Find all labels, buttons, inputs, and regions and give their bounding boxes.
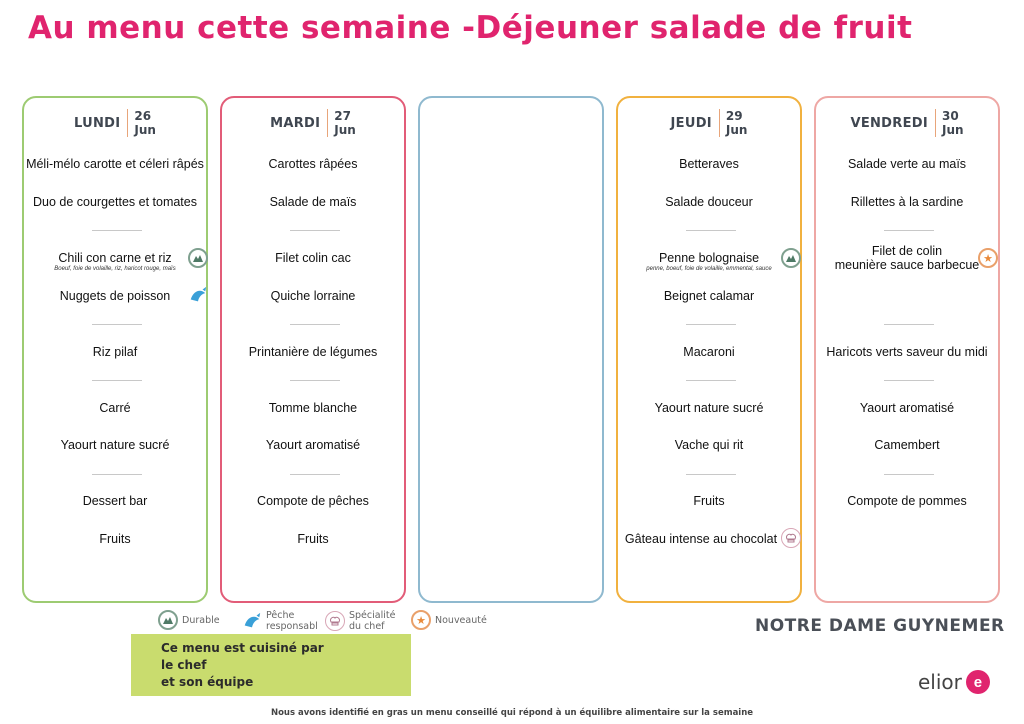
star-icon: ★ [411, 610, 431, 630]
dish: Camembert [874, 438, 940, 452]
legend-label: Nouveauté [435, 614, 487, 626]
brand-logo [918, 670, 990, 694]
chef-hat-icon [781, 528, 801, 548]
dish: Beignet calamar [663, 289, 755, 303]
day-card-empty [418, 96, 604, 603]
separator [290, 324, 340, 325]
day-card-vendredi [814, 96, 1000, 603]
fish-icon [188, 285, 208, 305]
chef-hat-icon [325, 611, 345, 631]
dish: Tomme blanche [268, 401, 358, 415]
separator [686, 474, 736, 475]
separator [290, 230, 340, 231]
separator [686, 230, 736, 231]
elior-logo-icon: e [966, 670, 990, 694]
separator [884, 380, 934, 381]
dish: Betteraves [679, 157, 739, 171]
day-card-jeudi [616, 96, 802, 603]
separator [686, 324, 736, 325]
dish: Nuggets de poisson [59, 289, 171, 303]
dish: Salade douceur [665, 195, 753, 209]
dish: Carottes râpées [268, 157, 358, 171]
legend-durable [158, 610, 220, 630]
day-date: 27 Jun [327, 109, 356, 137]
day-name: VENDREDI [850, 115, 928, 131]
star-icon: ★ [978, 248, 998, 268]
dish: Riz pilaf [92, 345, 138, 359]
separator [884, 230, 934, 231]
dish: Carré [99, 401, 131, 415]
separator [290, 474, 340, 475]
dish: Printanière de légumes [248, 345, 378, 359]
dish: Chili con carne et riz Boeuf, foie de volaille, riz, haricot rouge, maïs [54, 251, 176, 272]
durable-icon [188, 248, 208, 268]
dish: Méli-mélo carotte et céleri râpés [26, 157, 204, 171]
day-name: JEUDI [670, 115, 712, 131]
dish: Compote de pommes [847, 494, 967, 508]
durable-icon [158, 610, 178, 630]
day-date: 29 Jun [719, 109, 748, 137]
school-name: NOTRE DAME GUYNEMER [755, 616, 1005, 636]
dish: Yaourt aromatisé [265, 438, 361, 452]
legend-peche [242, 610, 318, 632]
separator [290, 380, 340, 381]
legend-chef [325, 610, 395, 632]
day-card-mardi [220, 96, 406, 603]
day-name: LUNDI [74, 115, 121, 131]
dish: Rillettes à la sardine [850, 195, 964, 209]
dish: Fruits [99, 532, 131, 546]
page-title: Au menu cette semaine -Déjeuner salade de fruit [28, 10, 913, 46]
dish: Penne bolognaise penne, boeuf, foie de volaille, emmental, sauce [646, 251, 772, 272]
dish: Yaourt nature sucré [654, 401, 764, 415]
footnote: Nous avons identifié en gras un menu conseillé qui répond à un équilibre alimentaire sur la semaine [270, 708, 754, 718]
day-header [222, 106, 404, 140]
legend-nouveaute [411, 610, 487, 630]
legend-label: Durable [182, 614, 220, 626]
dish: Fruits [297, 532, 329, 546]
day-name: MARDI [270, 115, 321, 131]
separator [92, 230, 142, 231]
day-card-lundi [22, 96, 208, 603]
chef-box: Ce menu est cuisiné par le chef et son équipe [131, 634, 411, 696]
fish-icon [242, 611, 262, 631]
dish: Gâteau intense au chocolat [624, 532, 778, 546]
separator [92, 474, 142, 475]
dish: Filet colin cac [275, 251, 351, 265]
legend-label: Spécialité du chef [349, 610, 396, 632]
separator [686, 380, 736, 381]
brand-name: elior [918, 670, 962, 694]
dish: Haricots verts saveur du midi [826, 345, 988, 359]
day-date: 26 Jun [127, 109, 156, 137]
dish: Vache qui rit [674, 438, 744, 452]
dish: Filet de colin meunière sauce barbecue [834, 244, 980, 272]
dish: Compote de pêches [257, 494, 369, 508]
dish: Yaourt aromatisé [859, 401, 955, 415]
day-date: 30 Jun [935, 109, 964, 137]
day-header [816, 106, 998, 140]
dish: Quiche lorraine [270, 289, 356, 303]
durable-icon [781, 248, 801, 268]
dish: Yaourt nature sucré [60, 438, 170, 452]
dish: Salade de maïs [269, 195, 357, 209]
separator [92, 324, 142, 325]
dish: Fruits [693, 494, 725, 508]
legend-label: Pêche responsabl [266, 610, 318, 632]
separator [884, 474, 934, 475]
dish: Salade verte au maïs [847, 157, 967, 171]
dish: Macaroni [683, 345, 735, 359]
separator [92, 380, 142, 381]
day-header [24, 106, 206, 140]
day-header [618, 106, 800, 140]
separator [884, 324, 934, 325]
dish: Dessert bar [82, 494, 148, 508]
dish: Duo de courgettes et tomates [33, 195, 197, 209]
